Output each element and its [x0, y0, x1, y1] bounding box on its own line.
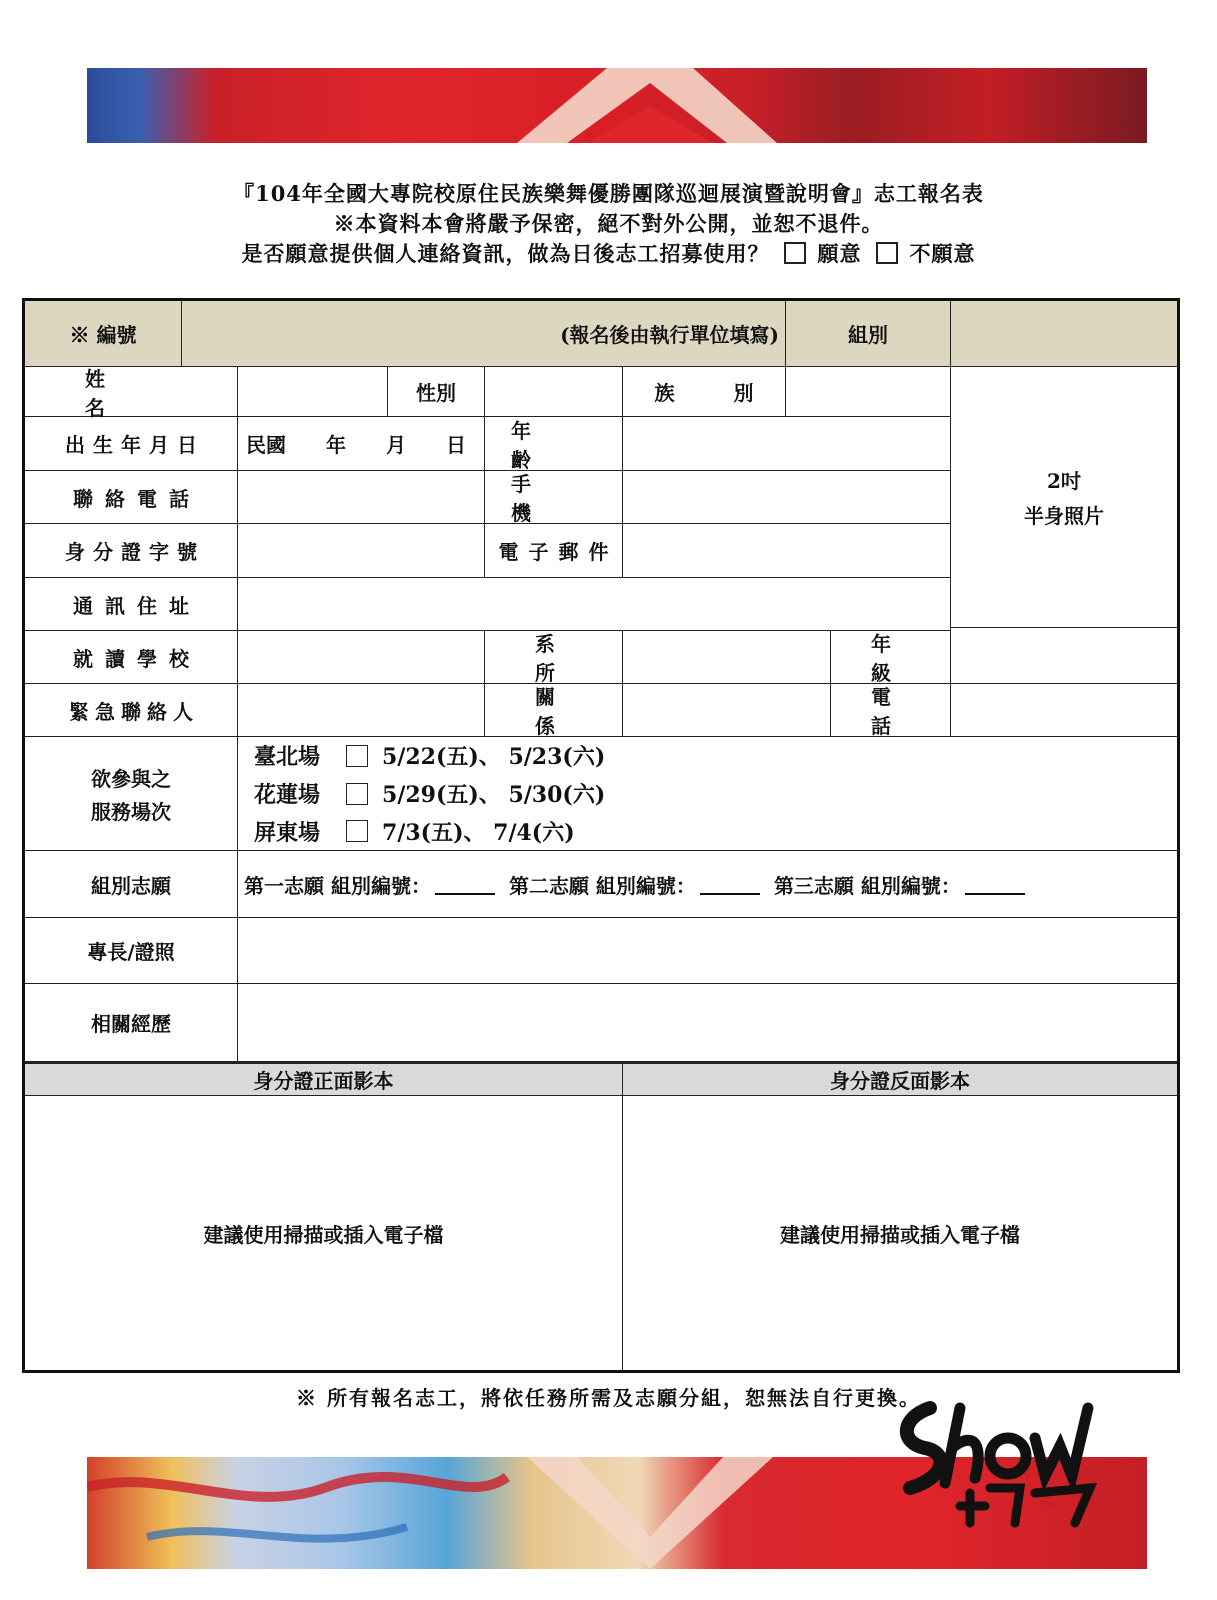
id-field[interactable] — [182, 301, 786, 367]
session-checkbox[interactable] — [346, 745, 368, 767]
mobile-label: 手 機 — [485, 471, 623, 524]
address-field[interactable] — [238, 578, 951, 631]
experience-label: 相關經歷 — [25, 984, 238, 1064]
session-row — [254, 775, 605, 813]
tel-field[interactable] — [951, 684, 1177, 737]
consent-yes-checkbox[interactable] — [784, 242, 806, 264]
consent-line — [0, 238, 1217, 268]
idno-field[interactable] — [238, 524, 485, 578]
preference-field — [238, 851, 1177, 918]
sessions-field — [238, 737, 1177, 851]
relation-label: 關 係 — [485, 684, 623, 737]
pref-1-label: 第一志願 組別編號： — [244, 873, 431, 898]
gender-label: 性別 — [388, 367, 485, 417]
experience-field[interactable] — [238, 984, 1177, 1064]
age-label: 年 齡 — [485, 417, 623, 471]
address-label: 通訊住址 — [25, 578, 238, 631]
emergency-label: 緊急聯絡人 — [25, 684, 238, 737]
age-field[interactable] — [623, 417, 951, 471]
session-checkbox[interactable] — [346, 783, 368, 805]
show-logo — [890, 1388, 1120, 1528]
consent-question: 是否願意提供個人連絡資訊，做為日後志工招募使用？ — [241, 241, 770, 266]
footer-note: ※ 所有報名志工，將依任務所需及志願分組，恕無法自行更換。 — [296, 1386, 921, 1410]
tel-label: 電 話 — [831, 684, 951, 737]
scan-hint-back: 建議使用掃描或插入電子檔 — [780, 1222, 1020, 1247]
pref-1-input[interactable] — [435, 873, 495, 895]
phone-field[interactable] — [238, 471, 485, 524]
dept-field[interactable] — [623, 631, 831, 684]
school-field[interactable] — [238, 631, 485, 684]
consent-yes-label: 願意 — [817, 241, 862, 266]
email-label: 電子郵件 — [485, 524, 623, 578]
emergency-field[interactable] — [238, 684, 485, 737]
tribe-field[interactable] — [786, 367, 951, 417]
form-title: 『104年全國大專院校原住民族樂舞優勝團隊巡迴展演暨說明會』志工報名表 — [233, 181, 984, 206]
consent-no-checkbox[interactable] — [876, 242, 898, 264]
registration-form — [22, 298, 1180, 1373]
id-front-header: 身分證正面影本 — [25, 1064, 623, 1096]
school-label: 就讀學校 — [25, 631, 238, 684]
group-field[interactable] — [951, 301, 1177, 367]
birth-field[interactable] — [238, 417, 485, 471]
birth-label: 出生年月日 — [25, 417, 238, 471]
mobile-field[interactable] — [623, 471, 951, 524]
grade-field[interactable] — [951, 631, 1177, 684]
id-label: ※ 編號 — [25, 301, 182, 367]
name-label: 姓 名 — [25, 367, 238, 417]
group-label: 組別 — [786, 301, 951, 367]
top-banner — [87, 68, 1147, 143]
pref-3-label: 第三志願 組別編號： — [773, 873, 961, 898]
pref-2-input[interactable] — [700, 873, 760, 895]
privacy-note: ※本資料本會將嚴予保密，絕不對外公開，並恕不退件。 — [333, 211, 884, 236]
session-row — [254, 737, 605, 775]
phone-label: 聯絡電話 — [25, 471, 238, 524]
id-back-area[interactable] — [623, 1096, 1177, 1370]
session-dates: 7/3(五)、 7/4(六) — [382, 819, 575, 846]
session-dates: 5/29(五)、 5/30(六) — [382, 782, 606, 808]
grade-label: 年 級 — [831, 631, 951, 684]
dept-label: 系 所 — [485, 631, 623, 684]
session-checkbox[interactable] — [346, 820, 368, 842]
scan-hint-front: 建議使用掃描或插入電子檔 — [203, 1222, 444, 1247]
photo-size: 2吋 — [1047, 469, 1081, 493]
pref-3-input[interactable] — [965, 873, 1025, 895]
relation-field[interactable] — [623, 684, 831, 737]
idno-label: 身分證字號 — [25, 524, 238, 578]
chevron-graphic — [87, 68, 1147, 143]
photo-box[interactable] — [951, 367, 1177, 628]
skills-field[interactable] — [238, 918, 1177, 984]
tribe-label: 族 別 — [623, 367, 786, 417]
skills-label: 專長/證照 — [25, 918, 238, 984]
session-venue: 臺北場 — [254, 744, 321, 771]
id-back-header: 身分證反面影本 — [623, 1064, 1177, 1096]
gender-field[interactable] — [485, 367, 623, 417]
pref-2-label: 第二志願 組別編號： — [508, 873, 696, 898]
id-front-area[interactable] — [25, 1096, 623, 1370]
id-field-note: (報名後由執行單位填寫) — [560, 323, 779, 347]
email-field[interactable] — [623, 524, 951, 578]
session-venue: 花蓮場 — [254, 782, 321, 808]
photo-label: 半身照片 — [1024, 504, 1104, 528]
preference-label: 組別志願 — [25, 851, 238, 918]
name-field[interactable] — [238, 367, 388, 417]
session-row — [254, 812, 575, 850]
sessions-label: 欲參與之 服務場次 — [25, 737, 238, 851]
birth-value: 民國 年 月 日 — [246, 433, 466, 457]
consent-no-label: 不願意 — [909, 241, 976, 266]
session-venue: 屏東場 — [254, 819, 321, 846]
session-dates: 5/22(五)、 5/23(六) — [382, 744, 606, 771]
